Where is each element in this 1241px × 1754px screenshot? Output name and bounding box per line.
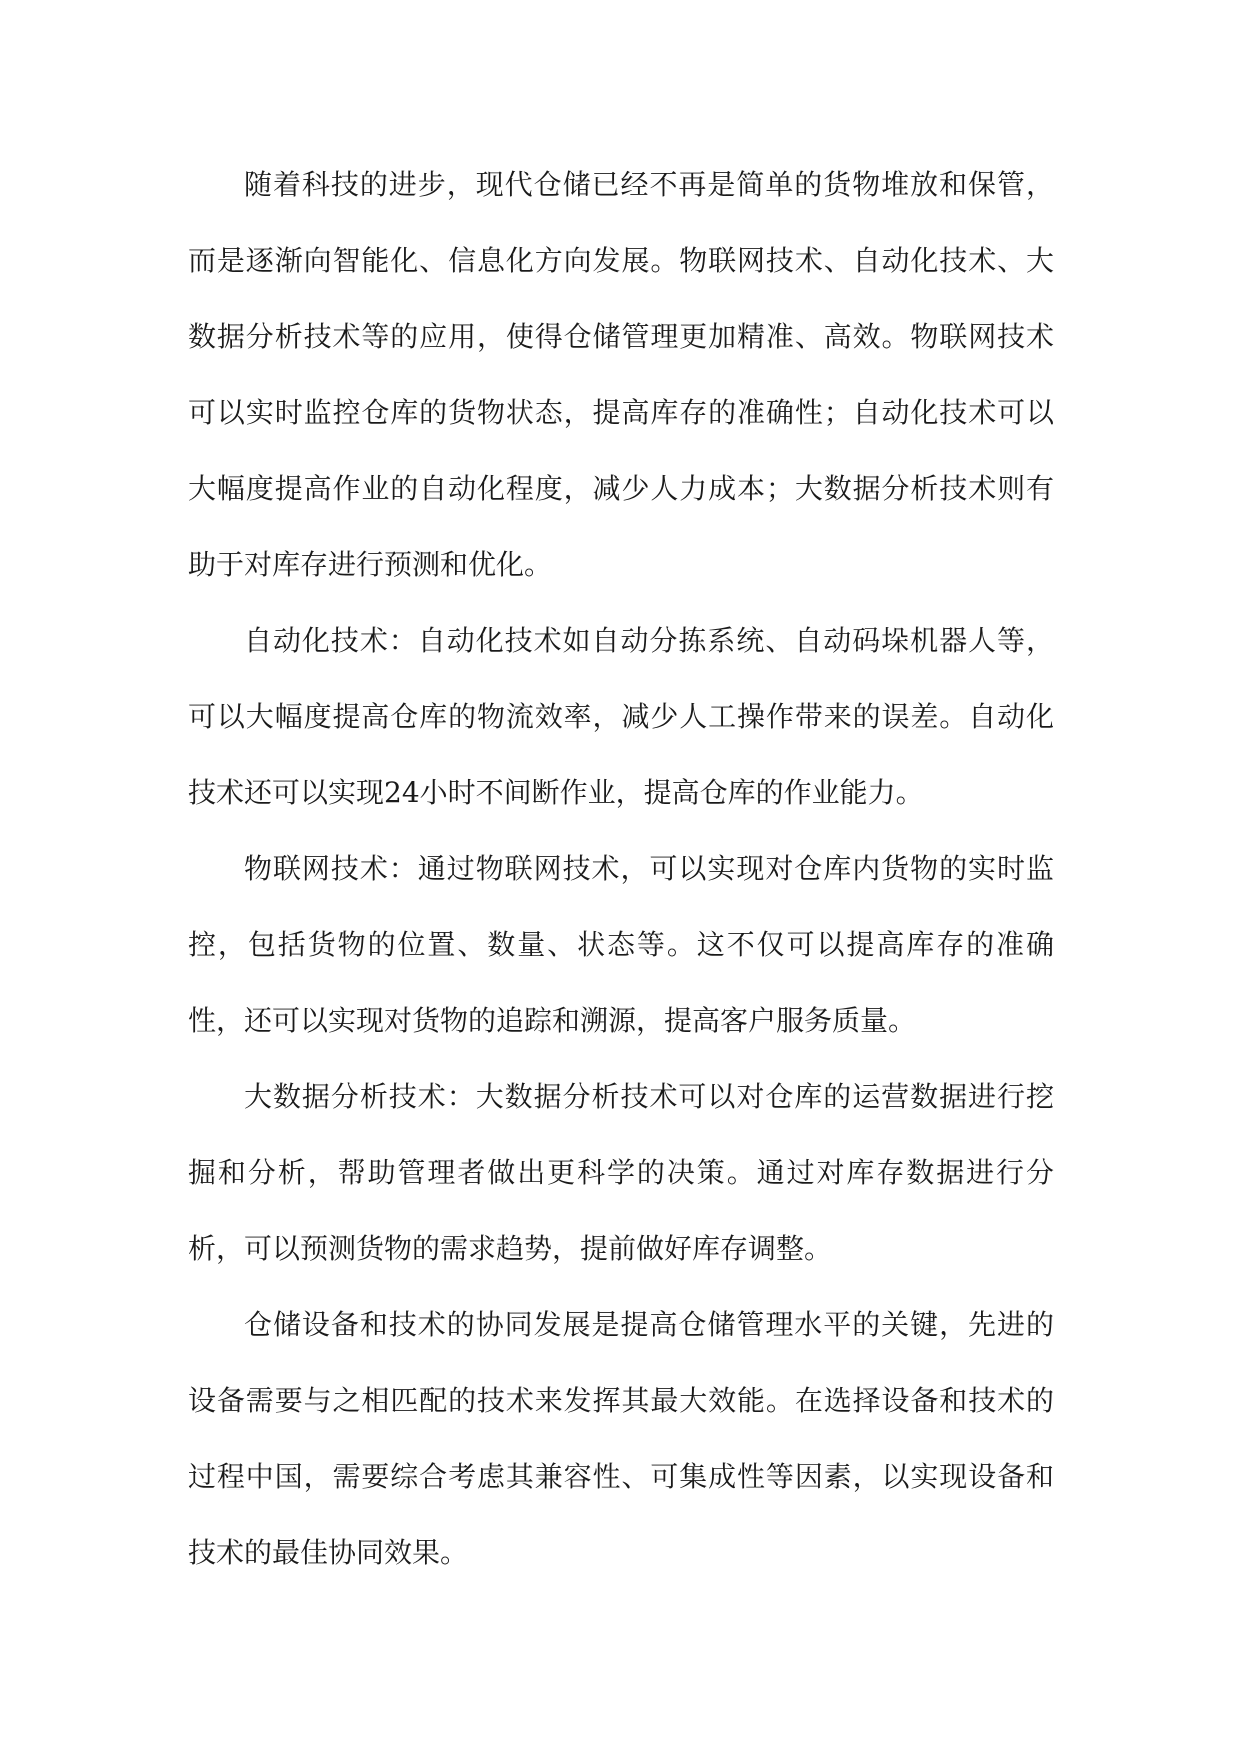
paragraph-synergy: 仓储设备和技术的协同发展是提高仓储管理水平的关键，先进的设备需要与之相匹配的技术来发挥其最大效能。在选择设备和技术的过程中国，需要综合考虑其兼容性、可集成性等因素，以实现设备和技术的最佳协同效果。: [188, 1308, 1054, 1569]
document-body: [188, 147, 1054, 1591]
paragraph-iot: 物联网技术：通过物联网技术，可以实现对仓库内货物的实时监控，包括货物的位置、数量、状态等。这不仅可以提高库存的准确性，还可以实现对货物的追踪和溯源，提高客户服务质量。: [188, 852, 1054, 1037]
paragraph-intro: 随着科技的进步，现代仓储已经不再是简单的货物堆放和保管，而是逐渐向智能化、信息化方向发展。物联网技术、自动化技术、大数据分析技术等的应用，使得仓储管理更加精准、高效。物联网技术可以实时监控仓库的货物状态，提高库存的准确性；自动化技术可以大幅度提高作业的自动化程度，减少人力成本；大数据分析技术则有助于对库存进行预测和优化。: [188, 168, 1054, 581]
paragraph-big-data: 大数据分析技术：大数据分析技术可以对仓库的运营数据进行挖掘和分析，帮助管理者做出更科学的决策。通过对库存数据进行分析，可以预测货物的需求趋势，提前做好库存调整。: [188, 1080, 1054, 1265]
paragraph-automation: 自动化技术：自动化技术如自动分拣系统、自动码垛机器人等，可以大幅度提高仓库的物流效率，减少人工操作带来的误差。自动化技术还可以实现24小时不间断作业，提高仓库的作业能力。: [188, 624, 1054, 809]
